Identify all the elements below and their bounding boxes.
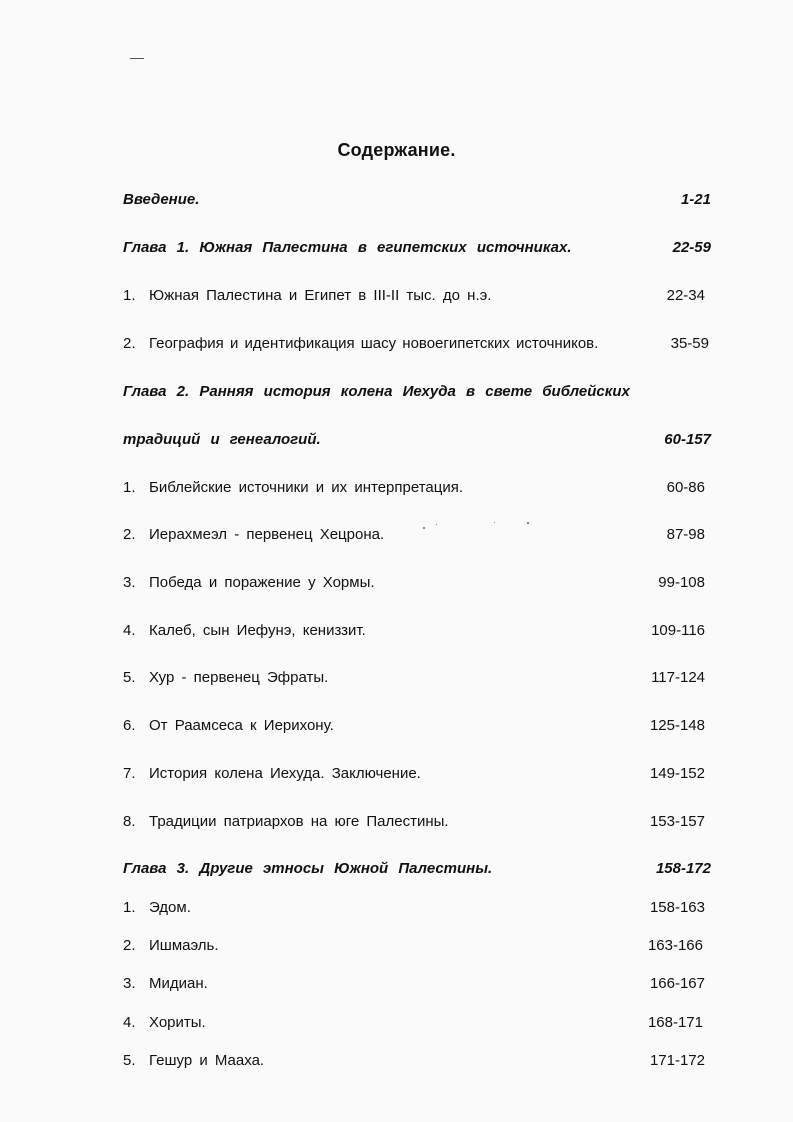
toc-heading-introduction	[123, 189, 711, 211]
toc-heading-chapter-2-cont	[123, 429, 711, 451]
toc-page-range: 158-172	[655, 860, 711, 877]
scan-speck	[423, 527, 425, 529]
toc-item-label: Мидиан.	[149, 975, 208, 992]
toc-page-range: 149-152	[649, 765, 705, 782]
toc-item-label: География и идентификация шасу новоегипетских источников.	[149, 335, 599, 352]
toc-item-label: От Раамсеса к Иерихону.	[149, 717, 334, 734]
toc-heading-label: Введение.	[123, 191, 200, 208]
toc-item-label: Южная Палестина и Египет в III-II тыс. до н.э.	[149, 287, 492, 304]
toc-item	[123, 333, 711, 355]
toc-page-range: 125-148	[649, 717, 705, 734]
toc-item	[123, 285, 711, 307]
toc-item-label: Библейские источники и их интерпретация.	[149, 479, 463, 496]
toc-page-range: 166-167	[649, 975, 705, 992]
toc-item-number: 5.	[123, 1052, 136, 1069]
toc-page-range: 87-98	[666, 526, 705, 543]
toc-item-label: История колена Иехуда. Заключение.	[149, 765, 421, 782]
toc-page-range: 153-157	[649, 813, 705, 830]
toc-item	[123, 524, 711, 546]
toc-heading-label: Глава 3. Другие этносы Южной Палестины.	[123, 860, 493, 877]
toc-page-range: 99-108	[658, 574, 705, 591]
toc-item-number: 3.	[123, 975, 136, 992]
toc-item-number: 2.	[123, 335, 136, 352]
toc-item-number: 3.	[123, 574, 136, 591]
toc-item-number: 2.	[123, 526, 136, 543]
toc-item-number: 8.	[123, 813, 136, 830]
toc-item	[123, 763, 711, 785]
toc-item-label: Победа и поражение у Хормы.	[149, 574, 375, 591]
toc-heading-chapter-1	[123, 237, 711, 259]
toc-heading-chapter-3	[123, 858, 711, 880]
toc-item	[123, 620, 711, 642]
toc-item	[123, 1050, 711, 1072]
toc-heading-label: традиций и генеалогий.	[123, 431, 321, 448]
toc-heading-label: Глава 1. Южная Палестина в египетских источниках.	[123, 239, 572, 256]
toc-page-range: 60-86	[666, 479, 705, 496]
toc-item-label: Ишмаэль.	[149, 937, 219, 954]
toc-item-label: Традиции патриархов на юге Палестины.	[149, 813, 449, 830]
toc-item-label: Хориты.	[149, 1014, 206, 1031]
scan-speck	[494, 522, 495, 523]
toc-item-number: 7.	[123, 765, 136, 782]
toc-page-range: 117-124	[651, 669, 705, 686]
toc-item	[123, 715, 711, 737]
toc-item	[123, 973, 711, 995]
toc-item-number: 1.	[123, 287, 136, 304]
page-title: Содержание.	[337, 140, 456, 160]
toc-item-label: Эдом.	[149, 899, 191, 916]
toc-page-range: 60-157	[664, 431, 711, 448]
toc-heading-label: Глава 2. Ранняя история колена Иехуда в свете библейских	[123, 383, 630, 400]
scan-speck	[436, 524, 437, 525]
toc-item	[123, 897, 711, 919]
toc-item-number: 6.	[123, 717, 136, 734]
toc-item-number: 4.	[123, 1014, 136, 1031]
scan-mark	[130, 58, 144, 59]
toc-page-range: 35-59	[670, 335, 709, 352]
toc-item-label: Иерахмеэл - первенец Хецрона.	[149, 526, 385, 543]
toc-item-number: 5.	[123, 669, 136, 686]
toc-page-range: 1-21	[680, 191, 711, 208]
toc-page-range: 109-116	[651, 622, 705, 639]
toc-page-range: 22-59	[672, 239, 711, 256]
toc-item	[123, 935, 711, 957]
toc-item	[123, 667, 711, 689]
toc-item-number: 1.	[123, 899, 136, 916]
toc-item-number: 1.	[123, 479, 136, 496]
toc-item-label: Хур - первенец Эфраты.	[149, 669, 329, 686]
toc-item-number: 2.	[123, 937, 136, 954]
toc-page-range: 168-171	[647, 1014, 703, 1031]
toc-item-label: Гешур и Мааха.	[149, 1052, 265, 1069]
toc-item	[123, 811, 711, 833]
toc-item-label: Калеб, сын Иефунэ, кениззит.	[149, 622, 366, 639]
toc-page-range: 171-172	[649, 1052, 705, 1069]
scan-speck	[527, 522, 529, 524]
toc-page-range: 22-34	[666, 287, 705, 304]
toc-item	[123, 477, 711, 499]
toc-page-range: 163-166	[647, 937, 703, 954]
toc-heading-chapter-2	[123, 381, 711, 403]
toc-item	[123, 572, 711, 594]
toc-item-number: 4.	[123, 622, 136, 639]
toc-page-range: 158-163	[649, 899, 705, 916]
toc-item	[123, 1012, 711, 1034]
